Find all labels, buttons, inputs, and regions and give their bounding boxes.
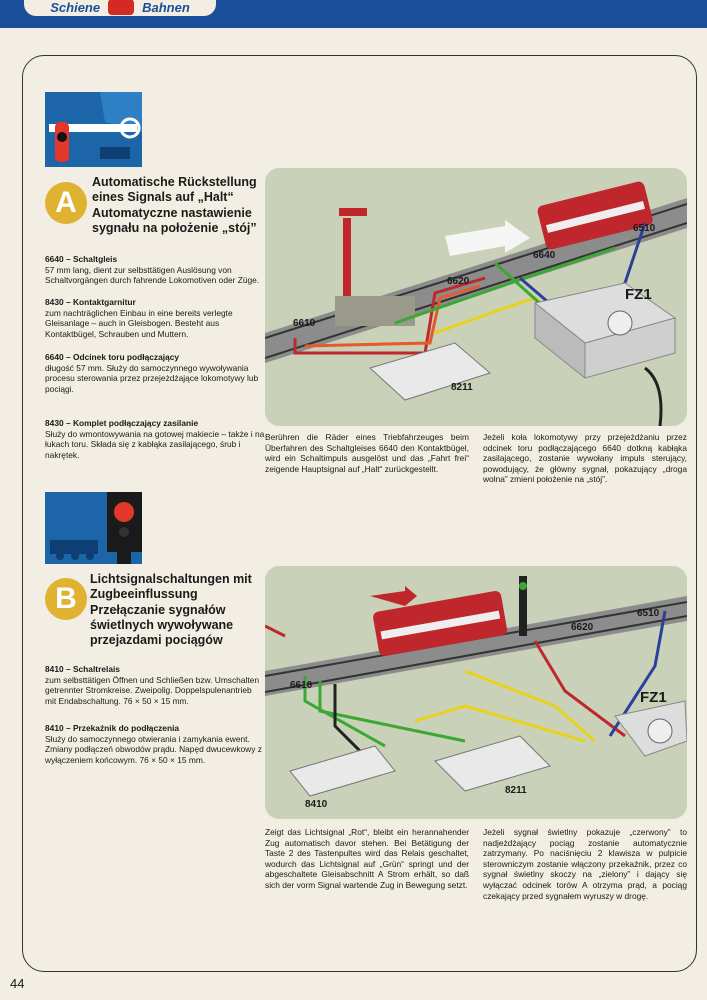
section-a-item: 6640 – Odcinek toru podłączający długość 57 mm. Służy do samoczynnego wywoływania procesu sterowania przez przejeżdżające lokomotywy lub pociągi. (45, 352, 259, 394)
diagram-b (265, 566, 687, 819)
section-a-item: 8430 – Komplet podłączający zasilanie Służy do wmontowywania na gotowej makiecie – także i na łukach toru. Składa się z kabłąka zasilającego, śrub i nakrętek. (45, 418, 265, 460)
section-a-letter: A (45, 182, 87, 224)
label-6640: 6640 (533, 250, 556, 261)
label-fz1: FZ1 (625, 286, 652, 303)
label-6610: 6610 (293, 318, 316, 329)
section-a-item: 8430 – Kontaktgarnitur zum nachträglichen Einbau in eine bereits verlegte Gleisanlage – auch in Gleisbogen. Besteht aus Kontaktbügel, Schrauben und Muttern. (45, 297, 233, 339)
brand-left: Schiene (50, 0, 101, 15)
section-b-letter: B (45, 578, 87, 620)
label-fz1: FZ1 (640, 689, 667, 706)
section-b-item: 8410 – Przekaźnik do podłączenia Służy do samoczynnego otwierania i zamykania ewent. Zmiany podłączeń obwodów prądu. Napęd dwucewkowy z wyłączeniem końcowym. 76 × 50 × 15 mm. (45, 723, 262, 765)
label-6620: 6620 (447, 276, 470, 287)
section-b-caption-pl: Jeżeli sygnał świetlny pokazuje „czerwony” to nadjeżdżający pociąg zostanie automatycznie zatrzymany. Po naciśnięciu 2 klawisza w pulpicie sterowniczym zostanie włączony przekaźnik, przez co sygnał świetlny skoczy na „zielony” i dający się wyłączać odcinek torów A otrzyma prąd, a pociąg czekający przed sygnałem wyruszy w drogę. (483, 827, 687, 901)
section-b-item: 8410 – Schaltrelais zum selbsttätigen Öffnen und Schließen bzw. Umschalten getrennter Stromkreise. Zweipolig. Doppelspulenantrieb mit Endabschaltung. 76 × 50 × 15 mm. (45, 664, 259, 706)
label-6620: 6620 (571, 622, 594, 633)
semaphore-signal-icon (45, 92, 142, 167)
label-6610: 6610 (290, 680, 313, 691)
section-b-title-pl: Przełączanie sygnałów świetlnych wywoływane przejazdami pociągów (90, 603, 234, 647)
section-a-title-de: Automatische Rückstellung eines Signals auf „Halt“ (92, 175, 257, 204)
section-b-title-de: Lichtsignalschaltungen mit Zugbeeinflussung (90, 572, 252, 601)
section-a-title-pl: Automatyczne nastawienie sygnału na położenie „stój” (92, 206, 257, 235)
diagram-a (265, 168, 687, 426)
label-8211: 8211 (451, 382, 473, 393)
page-number: 44 (10, 976, 25, 991)
label-8410: 8410 (305, 799, 328, 810)
label-6510: 6510 (633, 223, 656, 234)
brand-logo (108, 0, 134, 15)
label-8211: 8211 (505, 785, 527, 796)
section-a-caption-pl: Jeżeli koła lokomotywy przy przejeżdżaniu przez odcinek toru podłączającego 6640 dotkną kabłąka zasilającego, zostanie wywołany impuls sterujący, powodujący, że główny sygnał, pokazujący „droga wolna” zmieni położenie na „stój”. (483, 432, 687, 485)
brand-header (22, 0, 218, 18)
label-6510: 6510 (637, 608, 660, 619)
brand-right: Bahnen (142, 0, 190, 15)
section-b-caption-de: Zeigt das Lichtsignal „Rot“, bleibt ein herannahender Zug automatisch davor stehen. Bei Betätigung der Taste 2 des Tastenpultes wird das Relais geschaltet, wodurch das Lichtsignal auf „Grün“ springt und der abgeschaltete Gleisabschnitt A Strom erhält, so daß sich der vorm Signal wartende Zug in Bewegung setzt. (265, 827, 469, 890)
light-signal-icon (45, 492, 142, 564)
section-a-item: 6640 – Schaltgleis 57 mm lang, dient zur selbsttätigen Auslösung von Schaltvorgängen durch fahrende Lokomotiven oder Züge. (45, 254, 260, 286)
section-a-caption-de: Berühren die Räder eines Triebfahrzeuges beim Überfahren des Schaltgleises 6640 den Kontaktbügel, wird ein Schaltimpuls ausgelöst und das „Fahrt frei“ zeigende Hauptsignal auf „Halt“ zurückgestellt. (265, 432, 469, 474)
